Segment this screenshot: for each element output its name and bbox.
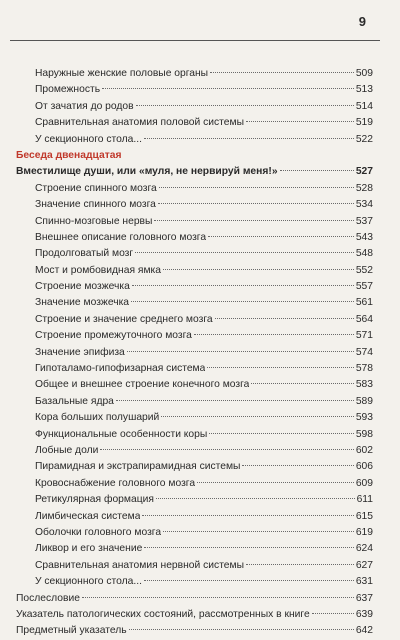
toc-entry[interactable] xyxy=(0,443,400,459)
toc-entry[interactable] xyxy=(0,410,400,426)
toc-entry-page: 561 xyxy=(355,297,373,309)
toc-entry-page: 609 xyxy=(355,477,373,489)
header-rule xyxy=(10,40,380,41)
toc-entry[interactable] xyxy=(0,377,400,393)
dot-leader xyxy=(197,482,354,483)
toc-entry[interactable] xyxy=(0,361,400,377)
toc-entry-page: 522 xyxy=(355,133,373,145)
toc-entry-page: 637 xyxy=(355,592,373,604)
toc-entry-page: 602 xyxy=(355,444,373,456)
toc-entry-page: 543 xyxy=(355,231,373,243)
dot-leader xyxy=(158,203,354,204)
dot-leader xyxy=(116,400,354,401)
toc-entry-title: Кровоснабжение головного мозга xyxy=(35,477,196,489)
toc-entry[interactable] xyxy=(0,197,400,213)
dot-leader xyxy=(208,236,354,237)
dot-leader xyxy=(159,187,354,188)
toc-entry-page: 615 xyxy=(355,510,373,522)
toc-entry[interactable] xyxy=(0,312,400,328)
toc-entry-title: Функциональные особенности коры xyxy=(35,428,208,440)
toc-entry-page: 534 xyxy=(355,199,373,211)
toc-entry[interactable] xyxy=(0,541,400,557)
toc-entry-title: Общее и внешнее строение конечного мозга xyxy=(35,379,250,391)
toc-entry-page: 593 xyxy=(355,412,373,424)
toc-entry[interactable] xyxy=(0,574,400,590)
toc-entry-page: 548 xyxy=(355,248,373,260)
dot-leader xyxy=(161,416,354,417)
dot-leader xyxy=(135,252,354,253)
toc-entry-page: 513 xyxy=(355,84,373,96)
toc-entry-page: 509 xyxy=(355,68,373,79)
toc-entry-page: 571 xyxy=(355,330,373,342)
toc-entry-title: Строение и значение среднего мозга xyxy=(35,313,213,325)
toc-entry[interactable] xyxy=(0,181,400,197)
toc-entry-title: Продолговатый мозг xyxy=(35,248,134,260)
dot-leader xyxy=(154,220,353,221)
dot-leader xyxy=(129,629,354,630)
toc-entry-page: 606 xyxy=(355,461,373,473)
toc-entry-title: Внешнее описание головного мозга xyxy=(35,231,207,243)
toc-entry-page: 619 xyxy=(355,526,373,538)
dot-leader xyxy=(136,105,354,106)
toc-entry[interactable] xyxy=(0,82,400,98)
dot-leader xyxy=(163,531,354,532)
toc-entry[interactable] xyxy=(0,492,400,508)
toc-entry-page: 598 xyxy=(355,428,373,440)
toc-entry[interactable] xyxy=(0,345,400,361)
toc-entry-title: Указатель патологических состояний, рассмотренных в книге xyxy=(16,608,310,620)
dot-leader xyxy=(242,465,353,466)
dot-leader xyxy=(207,367,353,368)
dot-leader xyxy=(132,285,354,286)
dot-leader xyxy=(210,72,354,73)
toc-entry-page: 589 xyxy=(355,395,373,407)
back-matter-entry[interactable] xyxy=(0,591,400,607)
toc-entry[interactable] xyxy=(0,509,400,525)
toc-entry[interactable] xyxy=(0,279,400,295)
toc-entry[interactable] xyxy=(0,115,400,131)
toc-entry-page: 574 xyxy=(355,346,373,358)
toc-entry-title: У секционного стола... xyxy=(35,133,142,145)
table-of-contents xyxy=(0,66,400,640)
toc-entry-title: Ликвор и его значение xyxy=(35,543,143,555)
toc-entry-title: Наружные женские половые органы xyxy=(35,68,209,79)
toc-entry-page: 564 xyxy=(355,313,373,325)
toc-entry-title: Гипоталамо-гипофизарная система xyxy=(35,363,206,375)
toc-entry-title: Мост и ромбовидная ямка xyxy=(35,264,161,276)
dot-leader xyxy=(127,351,354,352)
toc-entry-title: Послесловие xyxy=(16,592,80,604)
dot-leader xyxy=(144,547,354,548)
toc-entry-title: Кора больших полушарий xyxy=(35,412,160,424)
dot-leader xyxy=(156,498,355,499)
dot-leader xyxy=(102,88,354,89)
toc-entry[interactable] xyxy=(0,230,400,246)
toc-entry[interactable] xyxy=(0,214,400,230)
toc-entry-page: 527 xyxy=(355,166,373,178)
toc-entry-page: 578 xyxy=(355,363,373,375)
toc-entry-page: 627 xyxy=(355,559,373,571)
toc-entry[interactable] xyxy=(0,295,400,311)
back-matter-entry[interactable] xyxy=(0,623,400,639)
toc-entry-title: Лимбическая система xyxy=(35,510,141,522)
toc-entry-title: Строение промежуточного мозга xyxy=(35,330,192,342)
toc-entry-title: Пирамидная и экстрапирамидная системы xyxy=(35,461,241,473)
toc-entry[interactable] xyxy=(0,525,400,541)
dot-leader xyxy=(246,564,354,565)
chapter-entry[interactable] xyxy=(0,164,400,180)
toc-entry[interactable] xyxy=(0,459,400,475)
toc-entry-page: 537 xyxy=(355,215,373,227)
toc-entry[interactable] xyxy=(0,558,400,574)
dot-leader xyxy=(251,383,353,384)
toc-entry-title: Значение мозжечка xyxy=(35,297,130,309)
toc-entry-title: От зачатия до родов xyxy=(35,100,134,112)
toc-entry[interactable] xyxy=(0,132,400,148)
toc-entry-page: 631 xyxy=(355,576,373,588)
toc-entry-page: 639 xyxy=(355,608,373,620)
toc-entry-title: Базальные ядра xyxy=(35,395,114,407)
toc-entry-title: Предметный указатель xyxy=(16,625,127,637)
toc-entry-page: 557 xyxy=(355,281,373,293)
toc-entry-title: Значение эпифиза xyxy=(35,346,125,358)
dot-leader xyxy=(100,449,353,450)
toc-entry-title: Сравнительная анатомия нервной системы xyxy=(35,559,245,571)
toc-entry-title: Строение спинного мозга xyxy=(35,182,157,194)
toc-entry-title: Спинно-мозговые нервы xyxy=(35,215,153,227)
dot-leader xyxy=(280,170,354,171)
toc-entry-page: 552 xyxy=(355,264,373,276)
page-number: 9 xyxy=(358,14,366,29)
toc-entry[interactable] xyxy=(0,66,400,82)
dot-leader xyxy=(131,301,354,302)
toc-entry-page: 624 xyxy=(355,543,373,555)
dot-leader xyxy=(246,121,354,122)
toc-entry-title: Строение мозжечка xyxy=(35,281,130,293)
toc-entry[interactable] xyxy=(0,99,400,115)
toc-entry[interactable] xyxy=(0,476,400,492)
toc-entry-title: Оболочки головного мозга xyxy=(35,526,162,538)
dot-leader xyxy=(163,269,354,270)
toc-entry[interactable] xyxy=(0,246,400,262)
toc-entry-page: 642 xyxy=(355,625,373,637)
section-heading: Беседа двенадцатая xyxy=(16,149,122,161)
dot-leader xyxy=(312,613,354,614)
toc-entry-page: 611 xyxy=(356,494,373,506)
dot-leader xyxy=(215,318,354,319)
toc-entry-title: Ретикулярная формация xyxy=(35,494,154,506)
dot-leader xyxy=(144,580,354,581)
dot-leader xyxy=(82,597,354,598)
dot-leader xyxy=(144,138,354,139)
toc-entry-page: 519 xyxy=(355,117,373,129)
toc-entry-page: 514 xyxy=(355,100,373,112)
toc-entry-title: Промежность xyxy=(35,84,101,96)
toc-entry-page: 583 xyxy=(355,379,373,391)
toc-entry-title: Сравнительная анатомия половой системы xyxy=(35,117,244,129)
dot-leader xyxy=(194,334,354,335)
toc-entry-title: Вместилище души, или «муля, не нервируй меня!» xyxy=(16,166,278,178)
toc-entry[interactable] xyxy=(0,263,400,279)
toc-entry[interactable] xyxy=(0,427,400,443)
dot-leader xyxy=(209,433,354,434)
dot-leader xyxy=(142,515,353,516)
toc-entry-page: 528 xyxy=(355,182,373,194)
toc-entry-title: Лобные доли xyxy=(35,444,99,456)
toc-entry-title: Значение спинного мозга xyxy=(35,199,156,211)
toc-entry-title: У секционного стола... xyxy=(35,576,142,588)
toc-entry[interactable] xyxy=(0,328,400,344)
toc-entry[interactable] xyxy=(0,394,400,410)
